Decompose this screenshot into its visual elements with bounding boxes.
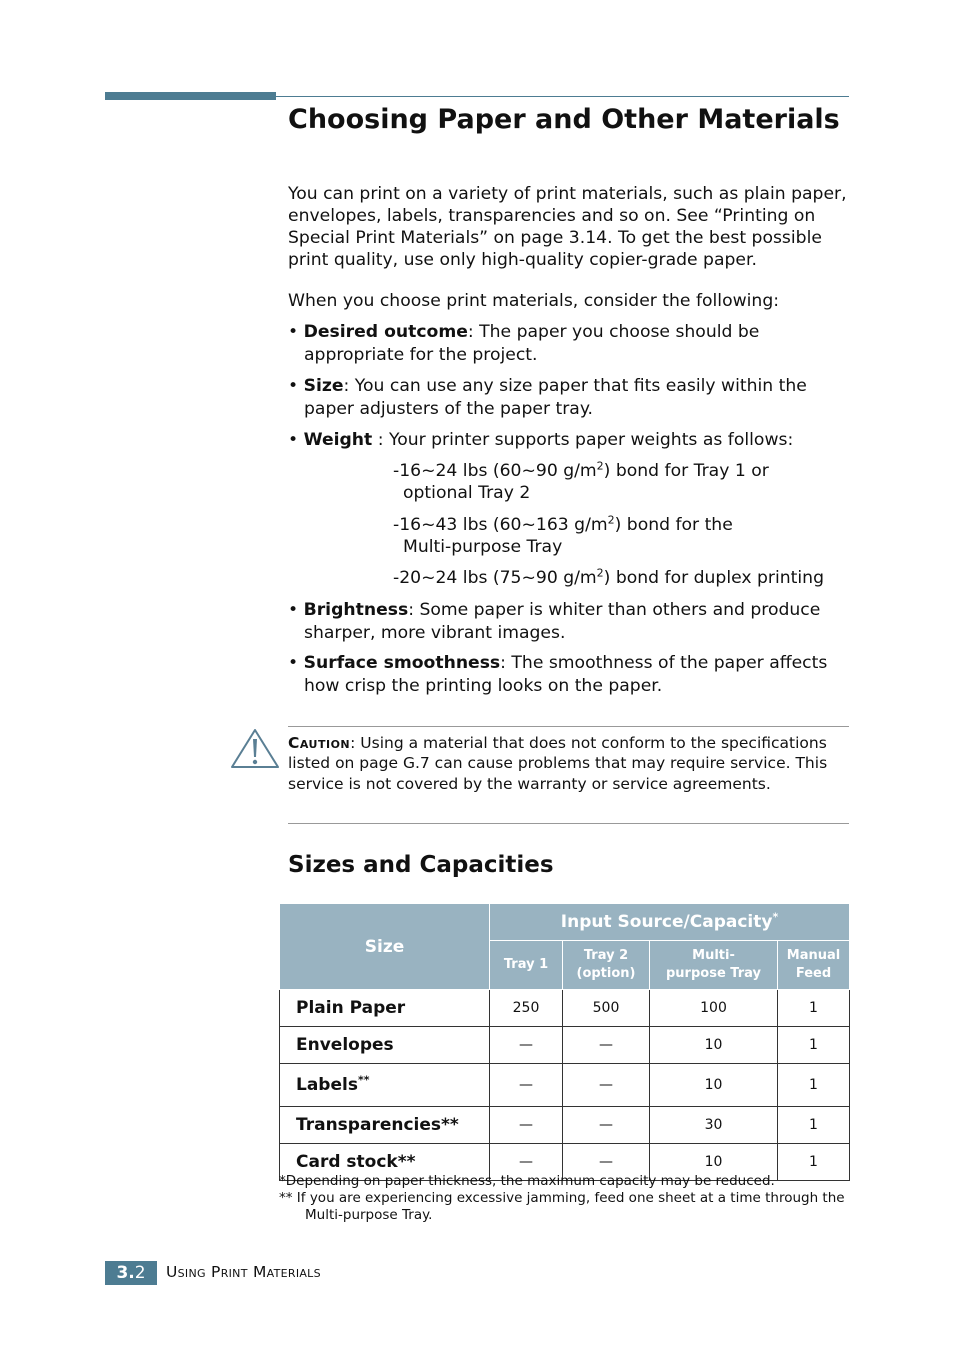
table-header-multipurpose: Multi- purpose Tray bbox=[650, 941, 778, 990]
caution-text: Caution: Using a material that does not conform to the specifications listed on page G.7 can cause problems that may require service. This service is not covered by the warranty or service agreements. bbox=[288, 734, 828, 793]
bullet-size: • Size: You can use any size paper that fits easily within the paper adjusters of the paper tray. bbox=[288, 376, 807, 419]
header-rule-thin bbox=[276, 96, 849, 97]
header-rule-thick bbox=[105, 92, 276, 100]
cell: — bbox=[490, 1027, 563, 1064]
capacity-table bbox=[279, 903, 850, 1181]
cell: 10 bbox=[650, 1144, 778, 1181]
cell: — bbox=[490, 1144, 563, 1181]
cell: 250 bbox=[490, 990, 563, 1027]
table-row bbox=[280, 990, 850, 1027]
cell: 1 bbox=[778, 1107, 850, 1144]
footnote-1: *Depending on paper thickness, the maximum capacity may be reduced. bbox=[279, 1173, 775, 1189]
cell: 1 bbox=[778, 990, 850, 1027]
cell: 1 bbox=[778, 1027, 850, 1064]
bullet-text: : You can use any size paper that fits easily within the paper adjusters of the paper tray. bbox=[304, 376, 807, 419]
bullet-term: Desired outcome bbox=[303, 322, 468, 342]
intro-paragraph: You can print on a variety of print materials, such as plain paper, envelopes, labels, transparencies and so on. See “Printing on Special Print Materials” on page 3.14. To get the best possible print quality, use only high-quality copier-grade paper. bbox=[288, 184, 847, 270]
caution-icon bbox=[229, 727, 281, 771]
weight-item-3: -20~24 lbs (75~90 $g/m^2$) bond for duplex printing bbox=[393, 566, 824, 588]
weight-item-1: -16~24 lbs (60~90 $g/m^2$) bond for Tray 1 or optional Tray 2 bbox=[393, 459, 769, 503]
consider-paragraph: When you choose print materials, consider the following: bbox=[288, 291, 780, 311]
footnote-2: ** If you are experiencing excessive jamming, feed one sheet at a time through the Multi-purpose Tray. bbox=[279, 1190, 845, 1223]
page-title: Choosing Paper and Other Materials bbox=[288, 104, 840, 135]
table-header-size: Size bbox=[280, 904, 490, 990]
row-name: Envelopes bbox=[280, 1027, 490, 1064]
cell: — bbox=[490, 1064, 563, 1107]
bullet-term: Size bbox=[303, 376, 344, 396]
cell: — bbox=[490, 1107, 563, 1144]
weight-item-2: -16~43 lbs (60~163 $g/m^2$) bond for the Multi-purpose Tray bbox=[393, 513, 733, 557]
bullet-text: : The paper you choose should be appropriate for the project. bbox=[304, 322, 760, 365]
bullet-text: : Your printer supports paper weights as follows: bbox=[372, 430, 794, 450]
row-name: Plain Paper bbox=[280, 990, 490, 1027]
caution-label: Caution bbox=[288, 734, 351, 752]
table-header-manual: Manual Feed bbox=[778, 941, 850, 990]
bullet-text: : Some paper is whiter than others and produce sharper, more vibrant images. bbox=[304, 600, 821, 643]
cell: 30 bbox=[650, 1107, 778, 1144]
cell: 1 bbox=[778, 1064, 850, 1107]
section-heading: Sizes and Capacities bbox=[288, 852, 554, 878]
table-header-tray1: Tray 1 bbox=[490, 941, 563, 990]
row-name: Labels** bbox=[280, 1064, 490, 1107]
table-row bbox=[280, 1064, 850, 1107]
cell: 500 bbox=[563, 990, 650, 1027]
table-row bbox=[280, 1107, 850, 1144]
cell: 100 bbox=[650, 990, 778, 1027]
cell: — bbox=[563, 1027, 650, 1064]
bullet-term: Surface smoothness bbox=[303, 653, 501, 673]
cell: 10 bbox=[650, 1027, 778, 1064]
cell: 1 bbox=[778, 1144, 850, 1181]
table-row bbox=[280, 1027, 850, 1064]
table-header-tray2: Tray 2 (option) bbox=[563, 941, 650, 990]
bullet-desired-outcome: • Desired outcome: The paper you choose should be appropriate for the project. bbox=[288, 322, 760, 365]
bullet-brightness: • Brightness: Some paper is whiter than others and produce sharper, more vibrant images. bbox=[288, 600, 821, 643]
row-name: Card stock** bbox=[280, 1144, 490, 1181]
bullet-text: : The smoothness of the paper affects how crisp the printing looks on the paper. bbox=[304, 653, 828, 696]
bullet-term: Weight bbox=[303, 430, 373, 450]
cell: — bbox=[563, 1144, 650, 1181]
cell: — bbox=[563, 1064, 650, 1107]
bullet-term: Brightness bbox=[303, 600, 409, 620]
bullet-weight: • Weight : Your printer supports paper weights as follows: bbox=[288, 430, 794, 450]
page-number: 3.2 bbox=[105, 1261, 157, 1285]
cell: 10 bbox=[650, 1064, 778, 1107]
chapter-title: Using Print Materials bbox=[166, 1263, 321, 1281]
bullet-surface-smoothness: • Surface smoothness: The smoothness of the paper affects how crisp the printing looks on the paper. bbox=[288, 653, 828, 696]
row-name: Transparencies** bbox=[280, 1107, 490, 1144]
table-header-source: Input Source/Capacity* bbox=[490, 904, 850, 941]
cell: — bbox=[563, 1107, 650, 1144]
